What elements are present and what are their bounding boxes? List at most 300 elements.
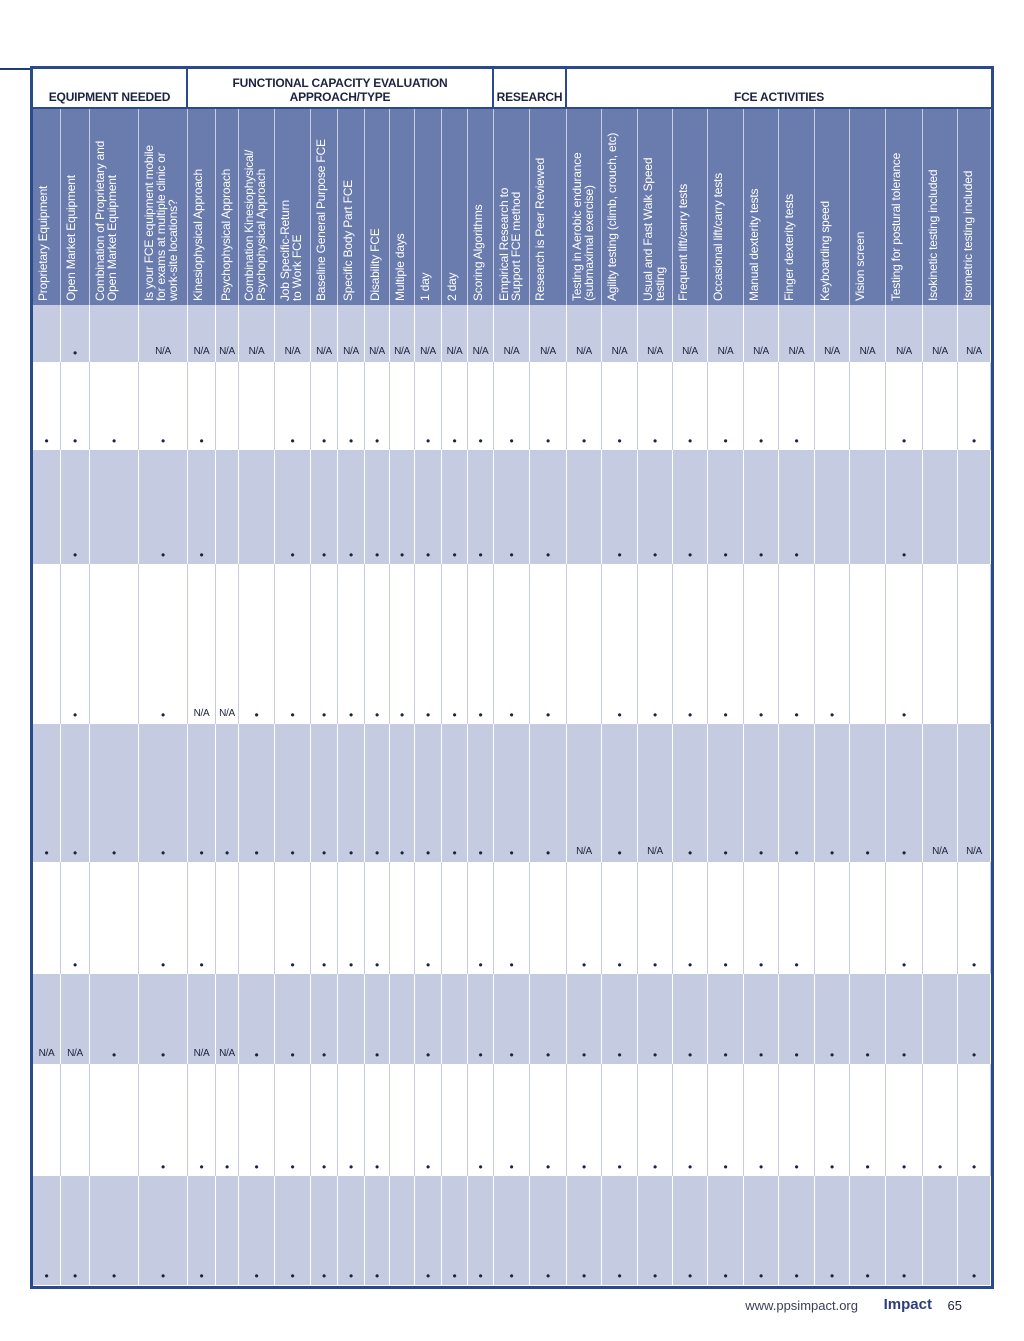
cell-value: • <box>546 1048 550 1062</box>
cell-value: • <box>546 548 550 562</box>
column-header-label: Kinesiophysical Approach <box>191 169 205 301</box>
table-cell <box>365 450 390 564</box>
cell-value: • <box>688 1160 692 1174</box>
cell-value: N/A <box>38 1048 55 1059</box>
cell-value: N/A <box>193 346 210 357</box>
cell-value: • <box>938 1160 942 1174</box>
table-cell <box>530 862 567 974</box>
table-cell <box>33 564 61 724</box>
cell-value: • <box>375 548 379 562</box>
cell-value: • <box>794 1048 799 1062</box>
column-header-label: Agility testing (climb, crouch, etc) <box>605 132 619 301</box>
table-cell <box>61 974 90 1064</box>
table-cell <box>390 1064 415 1176</box>
table-cell <box>390 862 415 974</box>
table-cell <box>779 450 815 564</box>
cell-value: N/A <box>155 346 171 357</box>
cell-value: • <box>902 1269 906 1283</box>
cell-value: N/A <box>193 708 210 719</box>
cell-value: N/A <box>896 346 912 357</box>
cell-value: • <box>723 434 728 448</box>
table-cell <box>850 724 886 862</box>
table-cell <box>188 305 216 362</box>
cell-value: • <box>759 1160 763 1174</box>
table-cell <box>442 362 468 450</box>
cell-value: • <box>478 1048 483 1062</box>
column-header <box>744 109 779 305</box>
cell-value: N/A <box>540 346 556 357</box>
cell-value: • <box>426 958 430 972</box>
cell-value: • <box>617 708 622 722</box>
cell-value: • <box>73 434 77 448</box>
cell-value: N/A <box>503 346 520 357</box>
table-cell <box>958 564 991 724</box>
table-cell <box>530 1064 567 1176</box>
table-cell <box>33 1064 61 1176</box>
column-header-label: Job Specific-Return to Work FCE <box>278 200 304 301</box>
table-cell <box>311 724 338 862</box>
cell-value: • <box>322 846 326 860</box>
column-header-label: Empirical Research to Support FCE method <box>497 187 523 301</box>
table-cell <box>494 724 530 862</box>
table-cell <box>886 862 923 974</box>
table-row <box>33 362 991 450</box>
cell-value: • <box>161 1160 165 1174</box>
table-cell <box>958 724 991 862</box>
cell-value: • <box>723 708 728 722</box>
table-cell <box>239 1176 275 1285</box>
cell-value: • <box>290 1269 295 1283</box>
table-cell <box>850 564 886 724</box>
cell-value: • <box>617 1160 622 1174</box>
cell-value: • <box>902 434 906 448</box>
cell-value: • <box>400 548 404 562</box>
group-header: FUNCTIONAL CAPACITY EVALUATION APPROACH/TYPE <box>188 69 494 109</box>
table-cell <box>850 1064 886 1176</box>
table-cell <box>850 450 886 564</box>
table-cell <box>958 974 991 1064</box>
column-header-label: Scoring Algorithms <box>471 204 485 301</box>
table-cell <box>415 450 442 564</box>
cell-value: • <box>723 846 728 860</box>
table-row <box>33 974 991 1064</box>
table-cell <box>365 564 390 724</box>
cell-value: • <box>653 434 657 448</box>
column-header <box>311 109 338 305</box>
cell-value: • <box>44 1269 49 1283</box>
cell-value: • <box>688 1048 692 1062</box>
cell-value: • <box>830 1048 834 1062</box>
column-header <box>567 109 602 305</box>
table-cell <box>494 1064 530 1176</box>
cell-value: • <box>349 548 353 562</box>
cell-value: • <box>44 434 49 448</box>
table-cell <box>90 564 139 724</box>
cell-value: • <box>112 434 116 448</box>
table-cell <box>744 974 779 1064</box>
cell-value: • <box>546 708 550 722</box>
table-cell <box>779 862 815 974</box>
table-cell <box>886 1064 923 1176</box>
table-cell <box>90 1176 139 1285</box>
cell-value: • <box>73 346 77 360</box>
table-cell <box>744 862 779 974</box>
cell-value: • <box>452 708 457 722</box>
table-cell <box>958 1176 991 1285</box>
table-cell <box>33 450 61 564</box>
group-header: FCE ACTIVITIES <box>567 69 991 109</box>
cell-value: N/A <box>682 346 698 357</box>
table-cell <box>567 1176 602 1285</box>
cell-value: • <box>426 434 430 448</box>
cell-value: • <box>972 1269 976 1283</box>
cell-value: N/A <box>316 346 332 357</box>
table-cell <box>779 305 815 362</box>
cell-value: N/A <box>932 346 948 357</box>
cell-value: • <box>290 958 295 972</box>
table-cell <box>415 564 442 724</box>
table-cell <box>61 862 90 974</box>
table-cell <box>275 305 311 362</box>
cell-value: • <box>972 1160 976 1174</box>
cell-value: • <box>902 958 906 972</box>
table-cell <box>708 305 744 362</box>
table-cell <box>638 974 673 1064</box>
table-cell <box>602 1064 638 1176</box>
table-cell <box>468 564 494 724</box>
table-cell <box>139 1176 188 1285</box>
table-cell <box>958 450 991 564</box>
cell-value: N/A <box>966 346 982 357</box>
column-header <box>886 109 923 305</box>
table-cell <box>90 862 139 974</box>
table-cell <box>886 362 923 450</box>
cell-value: N/A <box>576 346 592 357</box>
cell-value: • <box>112 1048 116 1062</box>
cell-value: • <box>688 1269 692 1283</box>
table-cell <box>567 362 602 450</box>
table-cell <box>442 564 468 724</box>
group-header: EQUIPMENT NEEDED <box>33 69 188 109</box>
cell-value: • <box>617 434 622 448</box>
cell-value: • <box>375 434 379 448</box>
column-header <box>638 109 673 305</box>
table-cell <box>311 1064 338 1176</box>
table-cell <box>744 564 779 724</box>
table-cell <box>415 862 442 974</box>
table-cell <box>530 1176 567 1285</box>
column-header-label: Occasional lift/carry tests <box>711 173 725 301</box>
table-cell <box>602 450 638 564</box>
cell-value: • <box>73 1269 77 1283</box>
cell-value: • <box>452 846 457 860</box>
table-cell <box>61 305 90 362</box>
cell-value: • <box>161 708 165 722</box>
table-cell <box>815 1064 850 1176</box>
table-cell <box>494 450 530 564</box>
cell-value: • <box>161 1048 165 1062</box>
column-header-label: Frequent lift/carry tests <box>676 183 690 301</box>
column-header-label: Is your FCE equipment mobile for exams at multiple clinic or work-site locations? <box>142 145 180 301</box>
column-header <box>708 109 744 305</box>
table-cell <box>602 862 638 974</box>
table-cell <box>188 1176 216 1285</box>
group-header: RESEARCH <box>494 69 567 109</box>
table-cell <box>365 974 390 1064</box>
cell-value: • <box>161 434 165 448</box>
table-cell <box>188 1064 216 1176</box>
cell-value: • <box>582 1160 586 1174</box>
table-cell <box>275 362 311 450</box>
table-cell <box>275 1064 311 1176</box>
table-cell <box>567 450 602 564</box>
cell-value: • <box>290 708 295 722</box>
table-cell <box>708 974 744 1064</box>
column-header <box>33 109 61 305</box>
table-cell <box>815 305 850 362</box>
table-cell <box>673 564 708 724</box>
table-cell <box>311 1176 338 1285</box>
cell-value: • <box>349 434 353 448</box>
table-cell <box>275 724 311 862</box>
table-cell <box>468 974 494 1064</box>
column-header-label: Combination Kinesiophysical/ Psychophysical Approach <box>242 149 268 301</box>
table-cell <box>139 862 188 974</box>
table-cell <box>216 564 239 724</box>
table-cell <box>673 1176 708 1285</box>
table-cell <box>216 974 239 1064</box>
table-cell <box>365 1176 390 1285</box>
table-cell <box>239 1064 275 1176</box>
cell-value: • <box>794 548 799 562</box>
cell-value: • <box>322 434 326 448</box>
cell-value: N/A <box>788 346 805 357</box>
table-cell <box>61 450 90 564</box>
column-header <box>139 109 188 305</box>
table-cell <box>415 362 442 450</box>
cell-value: • <box>582 1269 586 1283</box>
cell-value: • <box>349 1269 353 1283</box>
table-cell <box>139 564 188 724</box>
cell-value: N/A <box>284 346 301 357</box>
table-cell <box>673 862 708 974</box>
cell-value: • <box>723 1160 728 1174</box>
cell-value: • <box>426 708 430 722</box>
cell-value: • <box>759 1048 763 1062</box>
table-cell <box>139 1064 188 1176</box>
table-cell <box>923 362 958 450</box>
table-cell <box>494 362 530 450</box>
table-cell <box>33 1176 61 1285</box>
table-cell <box>530 564 567 724</box>
cell-value: • <box>688 846 692 860</box>
table-cell <box>958 1064 991 1176</box>
table-cell <box>338 305 365 362</box>
table-cell <box>744 362 779 450</box>
cell-value: • <box>509 548 514 562</box>
table-cell <box>188 974 216 1064</box>
cell-value: • <box>452 1269 457 1283</box>
table-row <box>33 450 991 564</box>
cell-value: • <box>509 434 514 448</box>
cell-value: • <box>688 548 692 562</box>
cell-value: • <box>322 1160 326 1174</box>
table-cell <box>33 724 61 862</box>
cell-value: N/A <box>859 346 876 357</box>
column-header <box>468 109 494 305</box>
table-cell <box>90 450 139 564</box>
cell-value: • <box>322 1269 326 1283</box>
cell-value: • <box>112 846 116 860</box>
table-cell <box>567 305 602 362</box>
table-cell <box>365 724 390 862</box>
table-cell <box>442 1176 468 1285</box>
table-cell <box>365 362 390 450</box>
page-number: 65 <box>947 1298 962 1313</box>
table-cell <box>958 862 991 974</box>
table-cell <box>815 1176 850 1285</box>
column-header <box>90 109 139 305</box>
table-cell <box>390 450 415 564</box>
table-cell <box>708 724 744 862</box>
table-cell <box>468 1064 494 1176</box>
table-cell <box>494 305 530 362</box>
cell-value: N/A <box>446 346 463 357</box>
column-header-label: Multiple days <box>393 233 407 301</box>
table-cell <box>494 564 530 724</box>
cell-value: • <box>794 1269 799 1283</box>
table-cell <box>311 450 338 564</box>
table-cell <box>530 974 567 1064</box>
table-cell <box>567 974 602 1064</box>
column-header-label: Proprietary Equipment <box>36 185 50 301</box>
table-cell <box>139 724 188 862</box>
table-cell <box>779 1176 815 1285</box>
table-cell <box>923 305 958 362</box>
cell-value: • <box>225 846 229 860</box>
cell-value: • <box>73 958 77 972</box>
cell-value: • <box>972 434 976 448</box>
column-header-label: Baseline General Purpose FCE <box>314 139 328 301</box>
table-cell <box>779 564 815 724</box>
table-cell <box>468 362 494 450</box>
cell-value: • <box>199 548 204 562</box>
cell-value: • <box>112 1269 116 1283</box>
table-cell <box>390 1176 415 1285</box>
cell-value: • <box>794 846 799 860</box>
table-cell <box>61 724 90 862</box>
cell-value: N/A <box>753 346 769 357</box>
column-header-label: 1 day <box>418 272 432 301</box>
table-cell <box>275 862 311 974</box>
table-cell <box>815 362 850 450</box>
footer-brand-logo: Impact <box>883 1296 932 1313</box>
table-cell <box>779 724 815 862</box>
cell-value: N/A <box>248 346 265 357</box>
cell-value: • <box>546 1160 550 1174</box>
table-cell <box>275 1176 311 1285</box>
table-cell <box>708 450 744 564</box>
cell-value: • <box>426 1269 430 1283</box>
table-cell <box>638 862 673 974</box>
cell-value: • <box>759 708 763 722</box>
table-cell <box>188 862 216 974</box>
table-cell <box>239 724 275 862</box>
cell-value: • <box>688 708 692 722</box>
table-cell <box>708 564 744 724</box>
cell-value: • <box>759 1269 763 1283</box>
table-cell <box>923 1064 958 1176</box>
cell-value: • <box>830 846 834 860</box>
cell-value: • <box>723 548 728 562</box>
cell-value: • <box>400 708 404 722</box>
column-header <box>188 109 216 305</box>
table-cell <box>923 862 958 974</box>
page-footer <box>0 1298 1024 1318</box>
cell-value: • <box>375 958 379 972</box>
cell-value: • <box>426 1160 430 1174</box>
cell-value: • <box>290 434 295 448</box>
table-cell <box>61 1064 90 1176</box>
cell-value: • <box>902 1160 906 1174</box>
cell-value: • <box>225 1160 229 1174</box>
cell-value: N/A <box>647 346 663 357</box>
table-cell <box>638 564 673 724</box>
table-cell <box>90 305 139 362</box>
table-cell <box>90 724 139 862</box>
cell-value: • <box>653 1269 657 1283</box>
cell-value: • <box>290 1048 295 1062</box>
table-cell <box>338 974 365 1064</box>
cell-value: • <box>972 958 976 972</box>
table-cell <box>442 450 468 564</box>
table-cell <box>923 724 958 862</box>
table-cell <box>188 450 216 564</box>
column-header-label: Psychophysical Approach <box>219 168 233 301</box>
cell-value: • <box>254 1048 259 1062</box>
table-cell <box>923 1176 958 1285</box>
table-cell <box>923 450 958 564</box>
table-cell <box>275 450 311 564</box>
table-cell <box>673 1064 708 1176</box>
cell-value: • <box>865 846 870 860</box>
cell-value: • <box>865 1160 870 1174</box>
table-cell <box>275 974 311 1064</box>
table-cell <box>468 305 494 362</box>
column-header <box>338 109 365 305</box>
table-cell <box>216 862 239 974</box>
table-cell <box>365 862 390 974</box>
cell-value: • <box>653 708 657 722</box>
table-cell <box>90 362 139 450</box>
cell-value: • <box>161 548 165 562</box>
table-cell <box>390 564 415 724</box>
table-cell <box>338 724 365 862</box>
table-row <box>33 1064 991 1176</box>
table-cell <box>61 564 90 724</box>
table-cell <box>779 974 815 1064</box>
table-cell <box>442 305 468 362</box>
table-cell <box>239 974 275 1064</box>
cell-value: • <box>478 846 483 860</box>
cell-value: • <box>478 958 483 972</box>
table-cell <box>338 362 365 450</box>
cell-value: • <box>546 1269 550 1283</box>
cell-value: • <box>199 1160 204 1174</box>
table-cell <box>923 974 958 1064</box>
cell-value: • <box>582 434 586 448</box>
cell-value: • <box>73 846 77 860</box>
